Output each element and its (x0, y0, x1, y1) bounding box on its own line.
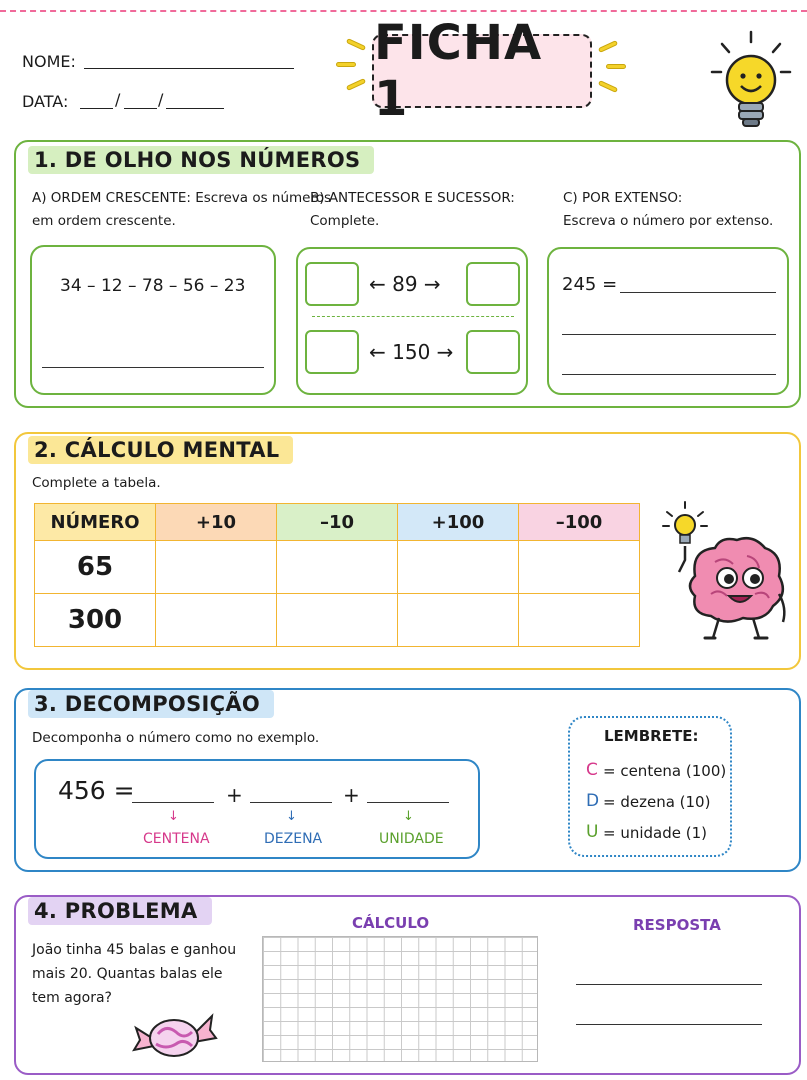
unidade-line[interactable] (367, 802, 449, 803)
mental-math-table (34, 503, 640, 647)
in-words-box (547, 247, 789, 395)
arrow-down-icon: ↓ (403, 809, 414, 824)
reminder-unidade: = unidade (1) (603, 824, 707, 842)
date-day-line[interactable] (80, 108, 113, 109)
dezena-line[interactable] (250, 802, 332, 803)
successor-box[interactable] (466, 330, 520, 374)
words-answer-line[interactable] (620, 292, 776, 293)
number-89: ← 89 → (369, 272, 441, 296)
predecessor-box[interactable] (305, 330, 359, 374)
section-3-title: 3. DECOMPOSIÇÃO (28, 690, 274, 718)
reminder-letter-d: D (586, 791, 600, 811)
number-245: 245 = (562, 274, 618, 295)
problem-text: tem agora? (32, 990, 112, 1006)
date-separator: / (115, 90, 121, 109)
reminder-centena: = centena (100) (603, 762, 727, 780)
table-row (35, 594, 640, 647)
plus-sign: + (343, 783, 360, 807)
calculation-grid[interactable] (262, 936, 538, 1062)
row-number: 300 (35, 594, 156, 647)
answer-line[interactable] (576, 1024, 762, 1025)
section-1-title: 1. DE OLHO NOS NÚMEROS (28, 146, 374, 174)
number-150: ← 150 → (369, 340, 454, 364)
answer-cell[interactable] (398, 594, 519, 647)
unidade-label: UNIDADE (379, 831, 444, 847)
name-label: NOME: (22, 52, 76, 71)
answer-cell[interactable] (519, 541, 640, 594)
header-plus-100: +100 (398, 504, 519, 541)
part-b-instruction: B) ANTECESSOR E SUCESSOR: (310, 190, 515, 206)
reminder-letter-c: C (586, 760, 598, 780)
words-answer-line[interactable] (562, 374, 776, 375)
ordering-box (30, 245, 276, 395)
sparkle-ray (346, 78, 366, 91)
reminder-letter-u: U (586, 822, 599, 842)
dezena-label: DEZENA (264, 831, 323, 847)
calc-label: CÁLCULO (352, 914, 430, 932)
plus-sign: + (226, 783, 243, 807)
answer-cell[interactable] (277, 594, 398, 647)
arrow-down-icon: ↓ (168, 809, 179, 824)
answer-line[interactable] (576, 984, 762, 985)
date-month-line[interactable] (124, 108, 157, 109)
date-label: DATA: (22, 92, 69, 111)
part-a-instruction: A) ORDEM CRESCENTE: Escreva os números (32, 190, 332, 206)
answer-label: RESPOSTA (633, 916, 721, 934)
sparkle-ray (598, 40, 618, 53)
header-minus-10: –10 (277, 504, 398, 541)
answer-cell[interactable] (156, 541, 277, 594)
number-456: 456 = (58, 776, 135, 805)
part-c-instruction: Escreva o número por extenso. (563, 213, 774, 229)
section-2-title: 2. CÁLCULO MENTAL (28, 436, 293, 464)
reminder-title: LEMBRETE: (604, 727, 699, 745)
lightbulb-icon (708, 28, 794, 134)
predecessor-box[interactable] (305, 262, 359, 306)
divider (312, 316, 514, 317)
page-title: FICHA 1 (372, 34, 592, 108)
header-minus-100: –100 (519, 504, 640, 541)
reminder-dezena: = dezena (10) (603, 793, 711, 811)
arrow-down-icon: ↓ (286, 809, 297, 824)
header-number: NÚMERO (35, 504, 156, 541)
header-plus-10: +10 (156, 504, 277, 541)
top-dashed-border (0, 10, 807, 12)
name-line[interactable] (84, 68, 294, 69)
section-4-title: 4. PROBLEMA (28, 897, 212, 925)
candy-icon (132, 1004, 218, 1070)
words-answer-line[interactable] (562, 334, 776, 335)
sparkle-ray (598, 80, 618, 93)
answer-cell[interactable] (519, 594, 640, 647)
part-c-instruction: C) POR EXTENSO: (563, 190, 683, 206)
part-b-instruction: Complete. (310, 213, 380, 229)
sparkle-ray (606, 64, 626, 69)
brain-mascot (655, 498, 790, 648)
table-instruction: Complete a tabela. (32, 475, 161, 491)
decomposition-instruction: Decomponha o número como no exemplo. (32, 730, 320, 746)
answer-cell[interactable] (277, 541, 398, 594)
date-year-line[interactable] (166, 108, 224, 109)
date-separator: / (158, 90, 164, 109)
sparkle-ray (336, 62, 356, 67)
part-a-instruction: em ordem crescente. (32, 213, 176, 229)
ordering-answer-line[interactable] (42, 367, 264, 368)
successor-box[interactable] (466, 262, 520, 306)
sparkle-ray (346, 38, 366, 51)
answer-cell[interactable] (156, 594, 277, 647)
table-row (35, 541, 640, 594)
centena-line[interactable] (132, 802, 214, 803)
problem-text: João tinha 45 balas e ganhou (32, 942, 237, 958)
problem-text: mais 20. Quantas balas ele (32, 966, 223, 982)
answer-cell[interactable] (398, 541, 519, 594)
centena-label: CENTENA (143, 831, 210, 847)
row-number: 65 (35, 541, 156, 594)
number-sequence: 34 – 12 – 78 – 56 – 23 (60, 276, 246, 296)
